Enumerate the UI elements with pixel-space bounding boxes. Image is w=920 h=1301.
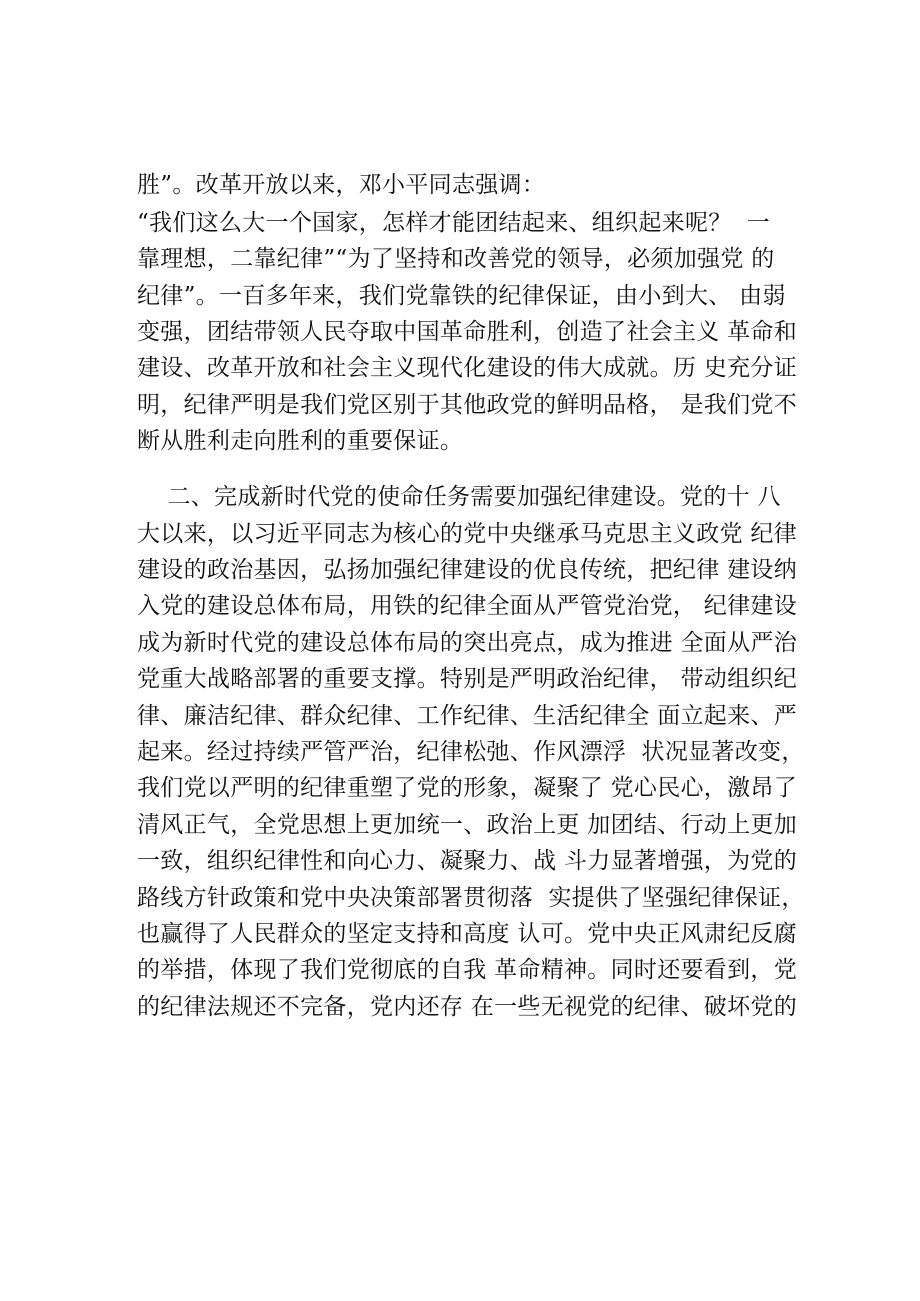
text-line: 也赢得了人民群众的坚定支持和高度 认可。党中央正风肃纪反腐 <box>137 921 798 947</box>
text-line: 清风正气，全党思想上更加统一、政治上更 加团结、行动上更加 <box>137 812 798 838</box>
text-line: 我们党以严明的纪律重塑了党的形象，凝聚了 党心民心，激昂了 <box>137 775 798 801</box>
text-line: 断从胜利走向胜利的重要保证。 <box>137 428 464 454</box>
text-line: 入党的建设总体布局，用铁的纪律全面从严管党治党， 纪律建设 <box>137 593 798 619</box>
text-line: 成为新时代党的建设总体布局的突出亮点，成为推进 全面从严治 <box>137 630 798 656</box>
text-line: 党重大战略部署的重要支撑。特别是严明政治纪律， 带动组织纪 <box>137 666 798 692</box>
text-line: 纪律”。一百多年来，我们党靠铁的纪律保证，由小到大、 由弱 <box>137 283 786 309</box>
text-line: 一致，组织纪律性和向心力、凝聚力、战 斗力显著增强，为党的 <box>137 848 798 874</box>
text-line: 靠理想，二靠纪律”“为了坚持和改善党的领导，必须加强党 的 <box>137 246 775 272</box>
text-line: 的纪律法规还不完备，党内还存 在一些无视党的纪律、破坏党的 <box>137 994 798 1020</box>
text-line: 建设、改革开放和社会主义现代化建设的伟大成就。历 史充分证 <box>137 355 798 381</box>
text-line: 变强，团结带领人民夺取中国革命胜利，创造了社会主义 革命和 <box>137 319 798 345</box>
text-line: 起来。经过持续严管严治，纪律松弛、作风漂浮 状况显著改变， <box>137 739 805 765</box>
text-line: 的举措，体现了我们党彻底的自我 革命精神。同时还要看到，党 <box>137 957 798 983</box>
text-line: 大以来，以习近平同志为核心的党中央继承马克思主义政党 纪律 <box>137 521 798 547</box>
text-line: 建设的政治基因，弘扬加强纪律建设的优良传统，把纪律 建设纳 <box>137 557 798 583</box>
text-line: “我们这么大一个国家，怎样才能团结起来、组织起来呢？ 一 <box>137 210 771 236</box>
text-line: 明，纪律严明是我们党区别于其他政党的鲜明品格， 是我们党不 <box>137 392 798 418</box>
text-line: 二、完成新时代党的使命任务需要加强纪律建设。党的十 八 <box>137 484 781 510</box>
text-line: 律、廉洁纪律、群众纪律、工作纪律、生活纪律全 面立起来、严 <box>137 703 798 729</box>
text-line: 路线方针政策和党中央决策部署贯彻落 实提供了坚强纪律保证， <box>137 885 805 911</box>
text-line: 胜”。改革开放以来，邓小平同志强调： <box>137 172 546 198</box>
